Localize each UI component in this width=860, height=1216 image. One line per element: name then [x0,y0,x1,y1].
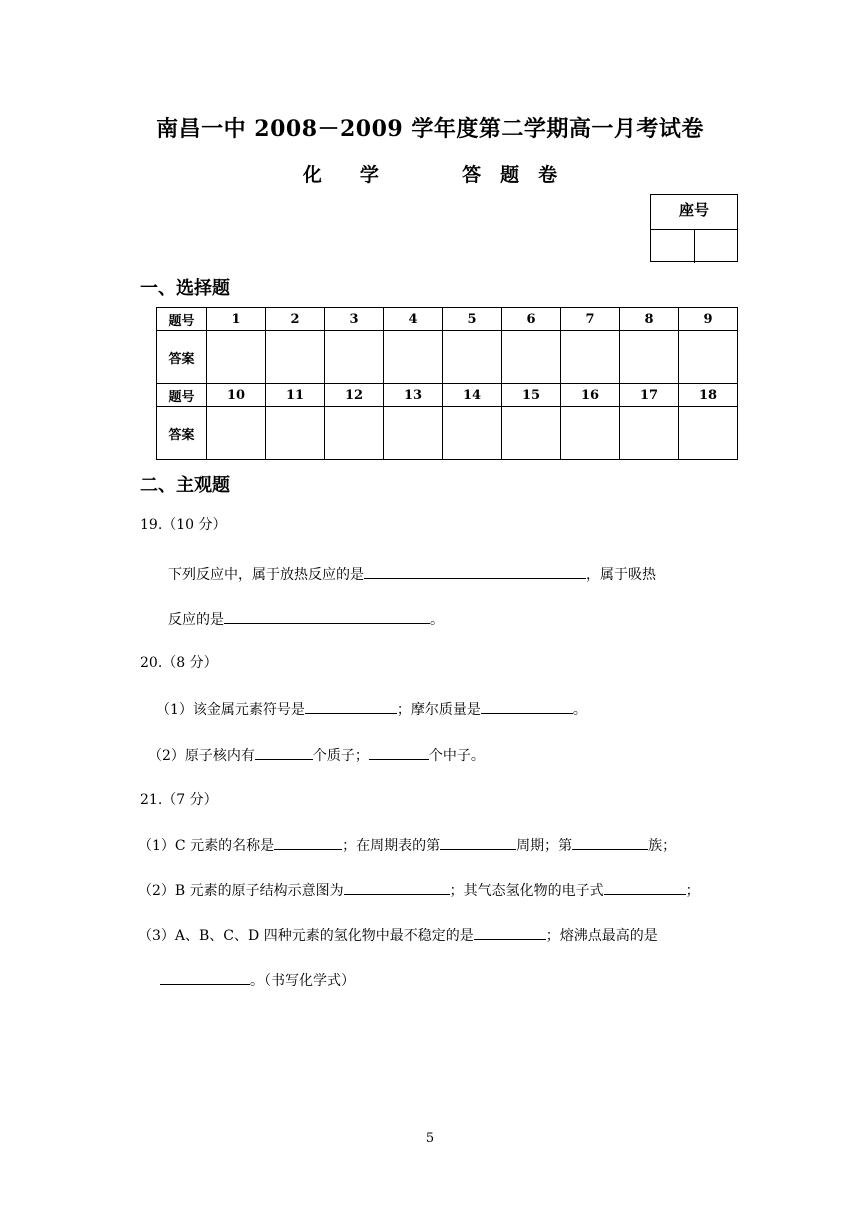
q20-p2-text-c: 个中子。 [428,748,485,764]
question-21-part-1 [138,835,676,855]
q21-group-blank[interactable] [572,835,648,850]
q20-p2-text-a: （2）原子核内有 [148,748,255,764]
question-number: 11 [266,384,325,407]
question-number: 2 [266,308,325,331]
answer-cell[interactable] [443,407,502,460]
answer-cell[interactable] [384,407,443,460]
q19-endothermic-blank[interactable] [224,609,430,624]
question-19-number: 19.（10 分） [140,517,227,533]
q20-p1-text-b: ；摩尔质量是 [396,702,481,718]
answer-cell[interactable] [266,331,325,384]
q19-text-d: 。 [430,612,444,628]
exam-title: 南昌一中 2008－2009 学年度第二学期高一月考试卷 [156,116,704,142]
question-20-part-2 [148,745,485,765]
answer-cell[interactable] [502,331,561,384]
q20-p1-text-a: （1）该金属元素符号是 [156,702,305,718]
row-label-answer: 答案 [157,407,207,460]
question-20-part-1 [156,699,587,719]
paper-kind-label: 答 题 卷 [462,164,558,186]
q21-structure-diagram-blank[interactable] [344,880,450,895]
section-heading-choice: 一、选择题 [140,278,230,299]
question-number: 4 [384,308,443,331]
q21-p1-text-a: （1）C 元素的名称是 [138,838,275,854]
section-heading-subjective: 二、主观题 [140,475,230,496]
question-number: 16 [561,384,620,407]
question-number: 10 [207,384,266,407]
question-number: 3 [325,308,384,331]
q21-element-name-blank[interactable] [274,835,342,850]
question-20-number: 20.（8 分） [140,655,218,671]
q21-p2-text-c: ； [685,883,700,899]
seat-number-box [650,194,738,262]
q19-text-c: 反应的是 [168,612,224,628]
q21-p1-text-d: 族； [648,838,677,854]
answer-cell[interactable] [207,407,266,460]
row-label-number: 题号 [157,384,207,407]
question-number: 6 [502,308,561,331]
answer-cell[interactable] [620,331,679,384]
answer-cell[interactable] [207,331,266,384]
question-21-number: 21.（7 分） [140,792,218,808]
q21-p1-text-c: 周期；第 [516,838,573,854]
q21-p3-text-a: （3）A、B、C、D 四种元素的氢化物中最不稳定的是 [138,928,474,944]
q20-element-symbol-blank[interactable] [305,699,397,714]
seat-number-label: 座号 [651,195,737,230]
exam-subtitle [0,160,860,187]
question-number: 9 [679,308,738,331]
q21-period-blank[interactable] [440,835,516,850]
row-label-answer: 答案 [157,331,207,384]
answer-cell[interactable] [443,331,502,384]
subject-label: 化 学 [302,164,379,186]
q21-p2-text-b: ；其气态氢化物的电子式 [449,883,604,899]
q19-text-b: ，属于吸热 [586,567,656,583]
question-number: 8 [620,308,679,331]
q21-p3-text-b: ；熔沸点最高的是 [545,928,658,944]
answer-row [157,407,738,460]
q21-highest-boiling-blank[interactable] [160,970,250,985]
answer-cell[interactable] [561,407,620,460]
q20-neutron-count-blank[interactable] [369,745,429,760]
question-number-row [157,384,738,407]
question-number: 12 [325,384,384,407]
row-label-number: 题号 [157,308,207,331]
q19-exothermic-blank[interactable] [364,564,586,579]
q20-molar-mass-blank[interactable] [481,699,573,714]
question-21-part-3 [138,925,658,945]
question-number: 5 [443,308,502,331]
question-number: 15 [502,384,561,407]
question-number: 17 [620,384,679,407]
answer-cell[interactable] [384,331,443,384]
q20-p1-text-c: 。 [572,702,587,718]
q19-text-a: 下列反应中，属于放热反应的是 [168,567,364,583]
question-number: 14 [443,384,502,407]
q21-least-stable-blank[interactable] [474,925,546,940]
q21-electron-formula-blank[interactable] [604,880,686,895]
choice-answer-table [156,307,738,460]
seat-number-cell[interactable] [651,230,694,263]
question-19-line-2 [168,609,444,629]
question-21-part-4 [160,970,355,990]
question-number: 13 [384,384,443,407]
question-number: 1 [207,308,266,331]
q21-p4-text: 。（书写化学式） [250,973,355,989]
q21-p1-text-b: ；在周期表的第 [342,838,441,854]
question-19-line-1 [168,564,656,584]
seat-number-cell[interactable] [694,230,738,263]
q20-p2-text-b: 个质子； [312,748,369,764]
answer-cell[interactable] [502,407,561,460]
answer-cell[interactable] [266,407,325,460]
page-number: 5 [425,1131,435,1146]
question-number: 18 [679,384,738,407]
question-number: 7 [561,308,620,331]
answer-cell[interactable] [325,407,384,460]
q21-p2-text-a: （2）B 元素的原子结构示意图为 [138,883,344,899]
answer-cell[interactable] [679,407,738,460]
answer-cell[interactable] [679,331,738,384]
answer-row [157,331,738,384]
answer-cell[interactable] [325,331,384,384]
answer-cell[interactable] [620,407,679,460]
question-21-part-2 [138,880,700,900]
answer-cell[interactable] [561,331,620,384]
question-number-row [157,308,738,331]
q20-proton-count-blank[interactable] [255,745,313,760]
